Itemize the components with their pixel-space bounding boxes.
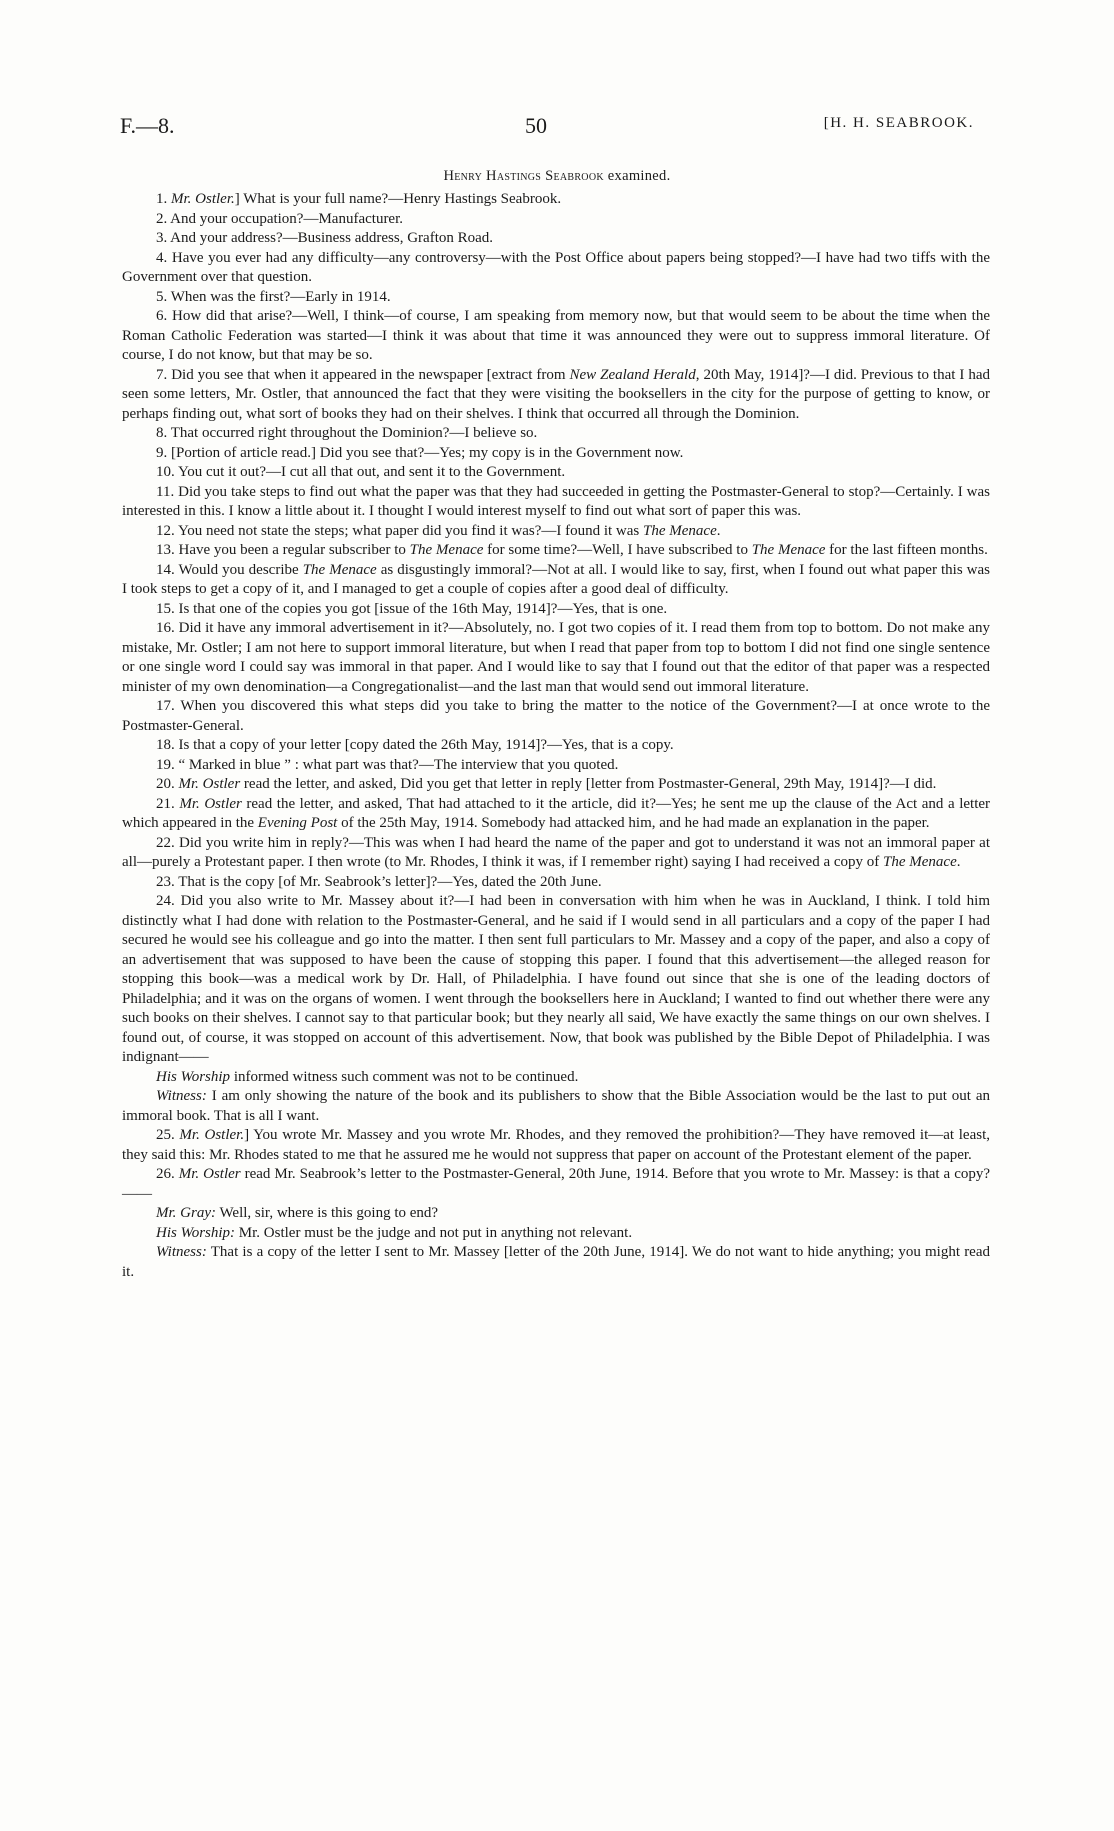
paragraph-text: Well, sir, where is this going to end? — [216, 1205, 439, 1221]
paragraph-text: 22. Did you write him in reply?—This was when I had heard the name of the paper and got to understand it was not an immoral paper at all—purely a Protestant paper. I then wrote (to Mr. Rhodes, I think it was, if I remember right) saying I had received a copy of — [122, 834, 990, 870]
paragraph-text: 17. When you discovered this what steps did you take to bring the matter to the notice of the Government?—I at once wrote to the Postmaster-General. — [122, 698, 990, 734]
italic-text: The Menace — [643, 522, 717, 539]
paragraph-text: as disgustingly immoral?—Not at all. I would like to say, first, when I found out what paper this was I took steps to get a copy of it, and I managed to get a couple of copies after a good deal of difficulty. — [122, 561, 991, 597]
italic-text: His Worship: — [156, 1224, 236, 1241]
paper-reference: F.—8. — [120, 113, 175, 138]
paragraph-text: 19. “ Marked in blue ” : what part was that?—The interview that you quoted. — [156, 756, 619, 773]
testimony-paragraph — [122, 229, 990, 249]
title-suffix: examined. — [603, 168, 671, 184]
section-title — [0, 168, 1114, 185]
italic-text: The Menace — [751, 542, 826, 558]
paragraph-text: 1. — [156, 191, 171, 207]
paragraph-text: 26. — [156, 1166, 179, 1182]
testimony-paragraph — [122, 424, 990, 444]
testimony-paragraph — [122, 756, 990, 776]
testimony-paragraph — [122, 795, 990, 834]
testimony-paragraph — [122, 1068, 990, 1088]
testimony-paragraph — [122, 1165, 990, 1204]
paragraph-text: 4. Have you ever had any difficulty—any controversy—with the Post Office about papers being stopped?—I have had two tiffs with the Government over that question. — [122, 249, 990, 285]
italic-text: The Menace — [302, 561, 377, 578]
paragraph-text: . — [716, 522, 721, 539]
italic-text: The Menace — [883, 854, 957, 870]
testimony-paragraph — [122, 697, 990, 736]
page-header — [120, 113, 974, 149]
testimony-paragraph — [122, 288, 990, 308]
paragraph-text: 23. That is the copy [of Mr. Seabrook’s letter]?—Yes, dated the 20th June. — [156, 873, 602, 890]
paragraph-text: 20. — [156, 776, 179, 792]
italic-text: Mr. Ostler — [179, 795, 242, 812]
italic-text: Mr. Gray: — [156, 1205, 216, 1221]
paragraph-text: 18. Is that a copy of your letter [copy dated the 26th May, 1914]?—Yes, that is a copy. — [156, 737, 674, 753]
testimony-paragraph — [122, 444, 990, 464]
paragraph-text: Mr. Ostler must be the judge and not put in anything not relevant. — [235, 1224, 633, 1241]
paragraph-text: That is a copy of the letter I sent to Mr. Massey [letter of the 20th June, 1914]. We do not want to hide anything; you might read it. — [122, 1244, 990, 1280]
italic-text: New Zealand Herald — [569, 366, 696, 383]
paragraph-text: , 20th May, 1914]?—I did. Previous to that I had seen some letters, Mr. Ostler, that announced the fact that they were visiting the booksellers in the city for the purpose of getting to know, or perhaps finding out, what sort of books they had on their shelves. I think that occurred all through the Dominion. — [122, 366, 990, 422]
paragraph-text: of the 25th May, 1914. Somebody had attacked him, and he had made an explanation in the paper. — [337, 815, 930, 831]
paragraph-text: read Mr. Seabrook’s letter to the Postmaster-General, 20th June, 1914. Before that you wrote to Mr. Massey: is that a copy?—— — [122, 1166, 991, 1202]
witness-name: Henry Hastings Seabrook — [443, 168, 604, 184]
paragraph-text: 15. Is that one of the copies you got [issue of the 16th May, 1914]?—Yes, that is one. — [156, 600, 668, 617]
paragraph-text: 7. Did you see that when it appeared in the newspaper [extract from — [156, 366, 570, 383]
testimony-paragraph — [122, 834, 990, 873]
testimony-paragraph — [122, 1204, 990, 1224]
italic-text: Mr. Ostler. — [171, 191, 235, 207]
testimony-paragraph — [122, 541, 990, 561]
paragraph-text: for some time?—Well, I have subscribed to — [483, 542, 752, 558]
italic-text: His Worship — [156, 1068, 231, 1085]
italic-text: Mr. Ostler. — [179, 1127, 245, 1143]
testimony-paragraph — [122, 463, 990, 483]
testimony-paragraph — [122, 1243, 990, 1282]
paragraph-text: I am only showing the nature of the book and its publishers to show that the Bible Association would be the last to put out an immoral book. That is all I want. — [122, 1088, 990, 1124]
testimony-paragraph — [122, 600, 990, 620]
paragraph-text: ] What is your full name?—Henry Hastings Seabrook. — [234, 191, 562, 207]
testimony-paragraph — [122, 1087, 990, 1126]
paragraph-text: for the last fifteen months. — [825, 542, 988, 558]
testimony-paragraph — [122, 561, 990, 600]
paragraph-text: 24. Did you also write to Mr. Massey about it?—I had been in conversation with him when he was in Auckland, I think. I told him distinctly what I had done with relation to the Postmaster-General, and he said if I would send in all particulars and a copy of the paper I had secured he would see his colleague and go into the matter. I then sent full particulars to Mr. Massey and a copy of the paper, and also a copy of an advertisement that was supposed to have been the cause of stopping this paper. I found that this advertisement—the alleged reason for stopping this book—was a medical work by Dr. Hall, of Philadelphia. I have found out since that she is one of the leading doctors of Philadelphia; and it was on the organs of women. I went through the booksellers here in Auckland; I wanted to find out whether there were any such books on their shelves. I cannot say to that particular book; but they nearly all said, We have exactly the same things on our own shelves. I found out, of course, it was stopped on account of this advertisement. Now, that book was published by the Bible Depot of Philadelphia. I was indignant—— — [122, 893, 990, 1065]
testimony-paragraph — [122, 619, 990, 697]
paragraph-text: 13. Have you been a regular subscriber to — [156, 542, 410, 558]
testimony-paragraph — [122, 210, 990, 230]
paragraph-text: 25. — [156, 1127, 180, 1143]
italic-text: The Menace — [409, 542, 484, 558]
paragraph-text: informed witness such comment was not to be continued. — [230, 1068, 579, 1085]
testimony-paragraph — [122, 366, 990, 425]
italic-text: Witness: — [156, 1244, 207, 1260]
paragraph-text: 11. Did you take steps to find out what the paper was that they had succeeded in getting the Postmaster-General to stop?—Certainly. I was interested in this. I know a little about it. I thought I would interest myself to find out what sort of paper this was. — [122, 483, 990, 519]
testimony-paragraph — [122, 190, 990, 210]
testimony-paragraph — [122, 522, 990, 542]
testimony-paragraph — [122, 307, 990, 366]
paragraph-text: 21. — [156, 795, 180, 812]
running-head: [H. H. SEABROOK. — [823, 115, 974, 131]
paragraph-text: 6. How did that arise?—Well, I think—of course, I am speaking from memory now, but that would seem to be about the time when the Roman Catholic Federation was started—I think it was about that time it was announced they were out to suppress immoral literature. Of course, I do not know, but that may be so. — [122, 308, 990, 363]
paragraph-text: . — [956, 854, 961, 870]
testimony-paragraph — [122, 249, 990, 288]
paragraph-text: read the letter, and asked, Did you get that letter in reply [letter from Postmaster-General, 29th May, 1914]?—I did. — [240, 776, 937, 792]
italic-text: Evening Post — [257, 815, 338, 831]
testimony-paragraph — [122, 873, 990, 893]
testimony-paragraph — [122, 775, 990, 795]
paragraph-text: 9. [Portion of article read.] Did you see that?—Yes; my copy is in the Government now. — [156, 444, 684, 461]
italic-text: Witness: — [156, 1088, 207, 1104]
page-number: 50 — [525, 113, 547, 138]
paragraph-text: 14. Would you describe — [156, 561, 303, 578]
testimony-body — [122, 190, 990, 1282]
paragraph-text: read the letter, and asked, That had attached to it the article, did it?—Yes; he sent me up the clause of the Act and a letter which appeared in the — [122, 795, 991, 831]
testimony-paragraph — [122, 1126, 990, 1165]
paragraph-text: ] You wrote Mr. Massey and you wrote Mr. Rhodes, and they removed the prohibition?—They have removed it—at least, they said this: Mr. Rhodes stated to me that he assured me he would not suppress that paper on account of the Protestant element of the paper. — [122, 1127, 990, 1163]
testimony-paragraph — [122, 892, 990, 1068]
paragraph-text: 12. You need not state the steps; what paper did you find it was?—I found it was — [156, 522, 644, 539]
paragraph-text: 5. When was the first?—Early in 1914. — [156, 288, 391, 305]
paragraph-text: 16. Did it have any immoral advertisement in it?—Absolutely, no. I got two copies of it. I read them from top to bottom. Do not make any mistake, Mr. Ostler; I am not here to support immoral literature, but when I read that paper from top to bottom I did not find one single sentence or one single word I could say was immoral in that paper. And I would like to say that I found out that the editor of that paper was a respected minister of my own denomination—a Congregationalist—and the last man that would send out immoral literature. — [122, 620, 990, 695]
testimony-paragraph — [122, 1224, 990, 1244]
italic-text: Mr. Ostler — [178, 776, 241, 792]
paragraph-text: 8. That occurred right throughout the Dominion?—I believe so. — [156, 425, 538, 441]
testimony-paragraph — [122, 483, 990, 522]
paragraph-text: 3. And your address?—Business address, Grafton Road. — [156, 230, 494, 246]
italic-text: Mr. Ostler — [178, 1166, 241, 1182]
testimony-paragraph — [122, 736, 990, 756]
paragraph-text: 10. You cut it out?—I cut all that out, and sent it to the Government. — [156, 464, 566, 480]
paragraph-text: 2. And your occupation?—Manufacturer. — [156, 210, 404, 227]
